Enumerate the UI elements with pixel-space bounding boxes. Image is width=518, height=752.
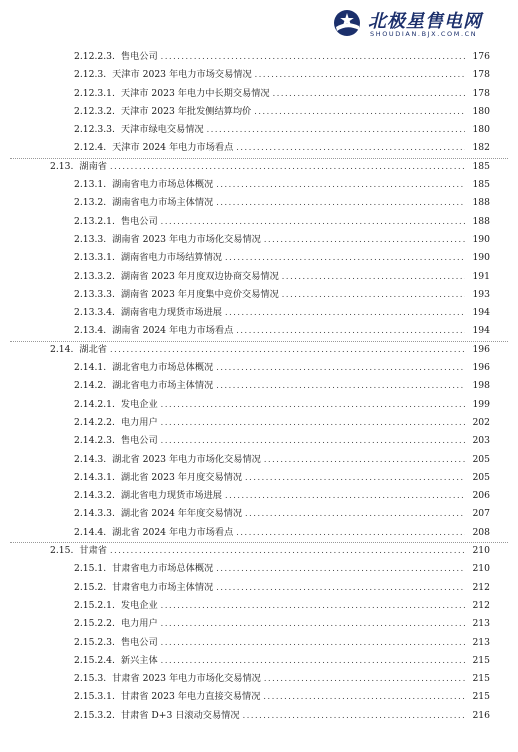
- toc-entry[interactable]: [0, 469, 518, 487]
- toc-dot-leader: [243, 707, 465, 725]
- toc-dot-leader: [245, 469, 465, 487]
- toc-entry-number: 2.15.1.: [74, 563, 107, 575]
- toc-entry-title: 湖北省 2023 年月度交易情况: [120, 471, 243, 483]
- toc-dot-leader: [161, 652, 465, 670]
- toc-entry-page: 178: [472, 87, 490, 99]
- toc-dot-leader: [216, 359, 465, 377]
- toc-entry-page: 210: [472, 545, 490, 557]
- toc-entry-page: 176: [472, 51, 490, 62]
- toc-entry-number: 2.15.3.2.: [74, 709, 115, 721]
- toc-dot-leader: [161, 597, 465, 615]
- toc-entry[interactable]: [0, 652, 518, 670]
- toc-entry-page: 185: [472, 160, 490, 172]
- toc-entry-number: 2.15.: [50, 545, 74, 557]
- toc-entry-title: 甘肃省: [79, 545, 107, 557]
- toc-dot-leader: [282, 286, 465, 304]
- toc-entry[interactable]: [0, 432, 518, 450]
- toc-entry-number: 2.15.2.1.: [74, 599, 115, 611]
- toc-entry-page: 199: [472, 398, 490, 410]
- toc-dot-leader: [216, 579, 465, 597]
- toc-entry[interactable]: [0, 505, 518, 523]
- toc-entry-page: 215: [472, 673, 490, 685]
- toc-entry-page: 196: [472, 343, 490, 355]
- toc-entry-number: 2.15.2.3.: [74, 636, 115, 648]
- toc-entry-number: 2.13.: [50, 160, 74, 172]
- toc-entry-page: 212: [472, 581, 490, 593]
- toc-entry[interactable]: [0, 487, 518, 505]
- toc-entry-number: 2.14.2.2.: [74, 416, 115, 428]
- brand-logo: [332, 6, 508, 42]
- toc-entry-title: 湖北省电力市场主体情况: [112, 380, 214, 392]
- toc-entry-number: 2.13.3.: [74, 233, 107, 245]
- toc-dot-leader: [110, 542, 465, 560]
- toc-entry-number: 2.14.4.: [74, 526, 107, 538]
- toc-entry-title: 湖南省 2023 年电力市场化交易情况: [112, 233, 261, 245]
- toc-dot-leader: [161, 615, 465, 633]
- toc-dot-leader: [255, 66, 465, 84]
- toc-entry-title: 甘肃省电力市场总体概况: [112, 563, 214, 575]
- toc-entry-number: 2.14.1.: [74, 362, 107, 374]
- toc-entry-page: 191: [472, 270, 490, 282]
- toc-entry-title: 湖北省 2024 年电力市场看点: [112, 526, 234, 538]
- toc-entry-page: 194: [472, 325, 490, 337]
- toc-entry-page: 188: [472, 215, 490, 227]
- polaris-star-icon: [332, 8, 362, 38]
- toc-dot-leader: [161, 432, 465, 450]
- toc-dot-leader: [216, 377, 465, 395]
- toc-entry-page: 216: [472, 709, 490, 721]
- toc-entry-number: 2.13.3.2.: [74, 270, 115, 282]
- toc-entry[interactable]: [0, 304, 518, 322]
- toc-dot-leader: [264, 451, 465, 469]
- toc-dot-leader: [264, 231, 465, 249]
- toc-entry[interactable]: [0, 359, 518, 377]
- toc-entry-title: 湖南省: [79, 160, 107, 172]
- toc-entry[interactable]: [0, 579, 518, 597]
- toc-entry[interactable]: [0, 414, 518, 432]
- toc-entry-title: 湖南省 2023 年月度双边协商交易情况: [120, 270, 279, 282]
- toc-entry-page: 207: [472, 508, 490, 520]
- toc-entry-page: 180: [472, 124, 490, 136]
- toc-entry-number: 2.15.3.: [74, 673, 107, 685]
- toc-entry-page: 198: [472, 380, 490, 392]
- toc-entry[interactable]: [0, 560, 518, 578]
- toc-entry-page: 215: [472, 654, 490, 666]
- toc-entry-title: 发电企业: [120, 398, 158, 410]
- toc-entry-page: 194: [472, 307, 490, 319]
- toc-entry-page: 210: [472, 563, 490, 575]
- toc-entry[interactable]: [0, 139, 518, 157]
- toc-entry[interactable]: [0, 688, 518, 706]
- toc-dot-leader: [161, 396, 465, 414]
- toc-entry-number: 2.14.2.1.: [74, 398, 115, 410]
- toc-entry[interactable]: [0, 121, 518, 139]
- toc-dot-leader: [161, 213, 465, 231]
- toc-entry[interactable]: [0, 341, 518, 359]
- toc-entry[interactable]: [0, 707, 518, 725]
- toc-entry-title: 甘肃省 D+3 日滚动交易情况: [120, 709, 240, 721]
- toc-dot-leader: [254, 103, 465, 121]
- toc-entry-page: 205: [472, 471, 490, 483]
- toc-entry-page: 212: [472, 599, 490, 611]
- toc-entry-page: 213: [472, 636, 490, 648]
- toc-entry[interactable]: [0, 396, 518, 414]
- toc-entry-page: 196: [472, 362, 490, 374]
- toc-entry-page: 190: [472, 233, 490, 245]
- toc-entry-title: 天津市绿电交易情况: [120, 124, 204, 136]
- toc-entry-title: 甘肃省 2023 年电力市场化交易情况: [112, 673, 261, 685]
- toc-entry-title: 湖南省 2023 年月度集中竞价交易情况: [120, 288, 279, 300]
- toc-dot-leader: [161, 48, 465, 66]
- toc-dot-leader: [110, 341, 465, 359]
- toc-entry-number: 2.15.2.: [74, 581, 107, 593]
- toc-entry-number: 2.15.2.4.: [74, 654, 115, 666]
- toc-entry-page: 193: [472, 288, 490, 300]
- toc-entry-title: 湖南省电力市场总体概况: [112, 179, 214, 191]
- toc-entry-page: 180: [472, 105, 490, 117]
- toc-entry-number: 2.15.2.2.: [74, 618, 115, 630]
- toc-entry-title: 甘肃省 2023 年电力直接交易情况: [120, 691, 261, 703]
- toc-entry[interactable]: [0, 634, 518, 652]
- toc-entry-page: 206: [472, 490, 490, 502]
- toc-entry[interactable]: [0, 670, 518, 688]
- toc-dot-leader: [225, 487, 465, 505]
- toc-entry-title: 天津市 2024 年电力市场看点: [112, 142, 234, 154]
- toc-entry-number: 2.12.3.3.: [74, 124, 115, 136]
- toc-dot-leader: [207, 121, 465, 139]
- toc-entry-page: 203: [472, 435, 490, 447]
- toc-entry-number: 2.14.: [50, 343, 74, 355]
- toc-entry-number: 2.13.3.1.: [74, 252, 115, 264]
- toc-entry-number: 2.13.3.4.: [74, 307, 115, 319]
- toc-entry[interactable]: [0, 249, 518, 267]
- toc-entry-number: 2.14.3.2.: [74, 490, 115, 502]
- toc-entry-number: 2.12.3.1.: [74, 87, 115, 99]
- toc-entry[interactable]: [0, 524, 518, 542]
- toc-entry-number: 2.14.2.: [74, 380, 107, 392]
- toc-entry-title: 湖北省电力市场总体概况: [112, 362, 214, 374]
- toc-entry-title: 新兴主体: [120, 654, 158, 666]
- toc-entry-page: 205: [472, 453, 490, 465]
- toc-entry-title: 售电公司: [120, 51, 158, 62]
- toc-entry[interactable]: [0, 597, 518, 615]
- toc-entry-page: 188: [472, 197, 490, 209]
- toc-dot-leader: [263, 688, 465, 706]
- toc-entry[interactable]: [0, 268, 518, 286]
- toc-entry-number: 2.14.3.: [74, 453, 107, 465]
- toc-dot-leader: [225, 304, 465, 322]
- toc-dot-leader: [216, 194, 465, 212]
- brand-name: 北极星售电网: [368, 11, 482, 32]
- toc-dot-leader: [282, 268, 465, 286]
- toc-dot-leader: [264, 670, 465, 688]
- toc-entry-title: 电力用户: [120, 416, 158, 428]
- toc-entry-page: 208: [472, 526, 490, 538]
- toc-entry[interactable]: [0, 377, 518, 395]
- toc-entry[interactable]: [0, 103, 518, 121]
- toc-entry-title: 湖北省 2024 年年度交易情况: [120, 508, 243, 520]
- brand-domain: SHOUDIAN.BJX.COM.CN: [370, 30, 478, 38]
- toc-entry-title: 售电公司: [120, 636, 158, 648]
- toc-dot-leader: [236, 322, 465, 340]
- toc-entry-number: 2.12.4.: [74, 142, 107, 154]
- toc-entry-title: 售电公司: [120, 215, 158, 227]
- toc-entry-title: 湖南省电力现货市场进展: [120, 307, 222, 319]
- toc-entry[interactable]: [0, 615, 518, 633]
- toc-entry-number: 2.13.1.: [74, 179, 107, 191]
- toc-dot-leader: [161, 414, 465, 432]
- toc-entry-number: 2.13.2.: [74, 197, 107, 209]
- toc-entry-title: 天津市 2023 年批发侧结算均价: [120, 105, 252, 117]
- toc-entry-number: 2.14.3.3.: [74, 508, 115, 520]
- toc-entry[interactable]: [0, 542, 518, 560]
- toc-entry-page: 182: [472, 142, 490, 154]
- toc-entry[interactable]: [0, 213, 518, 231]
- toc-entry-number: 2.13.2.1.: [74, 215, 115, 227]
- toc-dot-leader: [110, 158, 465, 176]
- toc-entry-number: 2.12.3.2.: [74, 105, 115, 117]
- toc-entry-title: 湖南省电力市场结算情况: [120, 252, 222, 264]
- toc-dot-leader: [273, 85, 465, 103]
- toc-entry[interactable]: [0, 322, 518, 340]
- toc-entry-title: 湖南省 2024 年电力市场看点: [112, 325, 234, 337]
- toc-entry-page: 215: [472, 691, 490, 703]
- toc-entry[interactable]: [0, 451, 518, 469]
- toc-entry-page: 185: [472, 179, 490, 191]
- toc-entry[interactable]: [0, 48, 518, 66]
- toc-dot-leader: [216, 176, 465, 194]
- toc-entry-title: 甘肃省电力市场主体情况: [112, 581, 214, 593]
- toc-entry-title: 发电企业: [120, 599, 158, 611]
- toc-entry[interactable]: [0, 158, 518, 176]
- toc-entry-number: 2.12.2.3.: [74, 51, 115, 62]
- toc-entry-number: 2.14.2.3.: [74, 435, 115, 447]
- toc-dot-leader: [216, 560, 465, 578]
- toc-entry-title: 天津市 2023 年电力中长期交易情况: [120, 87, 270, 99]
- toc-entry[interactable]: [0, 194, 518, 212]
- toc-entry-page: 213: [472, 618, 490, 630]
- toc-dot-leader: [161, 634, 465, 652]
- toc-entry-number: 2.15.3.1.: [74, 691, 115, 703]
- toc-entry[interactable]: [0, 176, 518, 194]
- toc-entry-title: 湖北省电力现货市场进展: [120, 490, 222, 502]
- toc-entry-page: 178: [472, 69, 490, 81]
- toc-dot-leader: [236, 139, 465, 157]
- toc-dot-leader: [236, 524, 465, 542]
- toc-entry-number: 2.14.3.1.: [74, 471, 115, 483]
- toc-entry[interactable]: [0, 66, 518, 84]
- toc-entry-title: 售电公司: [120, 435, 158, 447]
- toc-entry[interactable]: [0, 85, 518, 103]
- toc-entry[interactable]: [0, 286, 518, 304]
- toc-entry-number: 2.13.4.: [74, 325, 107, 337]
- toc-entry-title: 湖北省 2023 年电力市场化交易情况: [112, 453, 261, 465]
- toc-entry-title: 电力用户: [120, 618, 158, 630]
- toc-dot-leader: [225, 249, 465, 267]
- toc-entry-number: 2.12.3.: [74, 69, 107, 81]
- toc-entry-title: 湖北省: [79, 343, 107, 355]
- toc-entry-page: 190: [472, 252, 490, 264]
- toc-entry[interactable]: [0, 231, 518, 249]
- toc-entry-title: 天津市 2023 年电力市场交易情况: [112, 69, 252, 81]
- toc-entry-number: 2.13.3.3.: [74, 288, 115, 300]
- toc-dot-leader: [245, 505, 465, 523]
- toc-entry-title: 湖南省电力市场主体情况: [112, 197, 214, 209]
- table-of-contents: [0, 48, 518, 725]
- toc-entry-page: 202: [472, 416, 490, 428]
